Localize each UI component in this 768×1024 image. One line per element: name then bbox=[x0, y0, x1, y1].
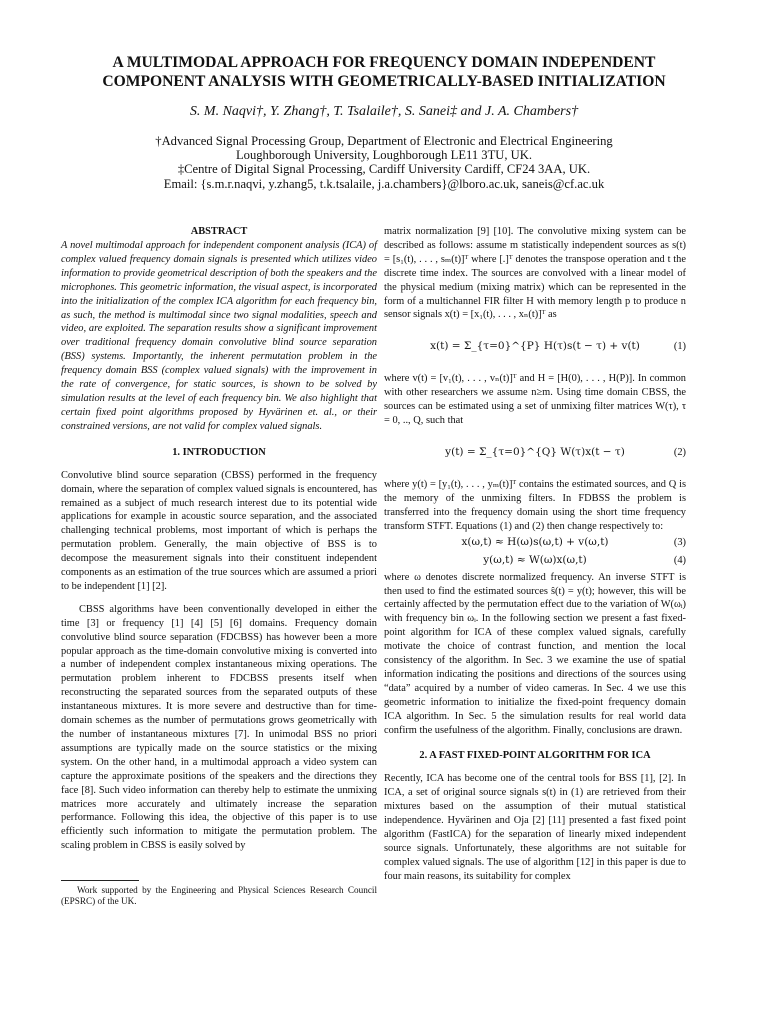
equation-1-expression: x(t) = Σ_{τ=0}^{P} H(τ)s(t − τ) + v(t) bbox=[430, 340, 640, 353]
equation-3-number: (3) bbox=[673, 537, 686, 549]
equation-2 bbox=[384, 434, 686, 472]
right-paragraph-2: where v(t) = [v₁(t), . . . , vₙ(t)]ᵀ and H = [H(0), . . . , H(P)]. In common with other researchers we assume n≥m. Using time domain CBSS, the sources can be estimated using a set of unmixing filter matrices W(τ), τ = 0, .., Q, such that bbox=[384, 373, 686, 427]
right-paragraph-3: where y(t) = [y₁(t), . . . , yₘ(t)]ᵀ contains the estimated sources, and Q is the memory of the unmixing filters. In FDBSS the problem is transferred into the frequency domain using the short time frequency transform STFT. Equations (1) and (2) then change respectively to: bbox=[384, 478, 686, 532]
affiliation-email: Email: {s.m.r.naqvi, y.zhang5, t.k.tsalaile, j.a.chambers}@lboro.ac.uk, saneis@cf.ac.uk bbox=[163, 176, 605, 191]
intro-paragraph-1: Convolutive blind source separation (CBSS) performed in the frequency domain, where the separation of complex valued signals is encountered, has remained as a subject of much research interest due to its potential wide applications for example in acoustic source separation, and the associated challenging technical problems, most important of which is perhaps the permutation problem. Generally, the main objective of BSS is to decompose the measurement signals into their constituent independent components as an estimation of the true sources which are assumed a priori to be independent [1] [2]. bbox=[61, 469, 377, 592]
equation-4-number: (4) bbox=[673, 555, 686, 567]
equation-1 bbox=[384, 328, 686, 366]
equation-3-expression: x(ω,t) ≈ H(ω)s(ω,t) + v(ω,t) bbox=[461, 536, 609, 549]
right-column bbox=[384, 225, 686, 884]
equation-2-number: (2) bbox=[673, 447, 686, 459]
title-line-2: COMPONENT ANALYSIS WITH GEOMETRICALLY-BASED INITIALIZATION bbox=[102, 73, 666, 90]
funding-footnote: Work supported by the Engineering and Physical Sciences Research Council (EPSRC) of the UK. bbox=[61, 885, 377, 907]
intro-paragraph-2: CBSS algorithms have been conventionally developed in either the time [3] or frequency [1] [4] [5] [6] domains. Frequency domain convolutive blind source separation (FDCBSS) has however been a more popular approach as the time-domain convolutive mixing is converted into a number of independent complex instantaneous mixing operations. The permutation problem inherent to FDCBSS presents itself when reconstructing the separated sources from the separated outputs of these instantaneous mixtures. It is more severe and destructive than for time-domain schemes as the number of permutations grows geometrically with the number of instantaneous mixtures [7]. In unimodal BSS no priori assumptions are typically made on the source statistics or the mixing system. On the other hand, in a multimodal approach a video system can capture the approximate positions of the speakers and the directions they face [8]. Such video information can thereby help to estimate the unmixing matrices more accurately and ultimately increase the separation performance. Following this idea, the objective of this paper is to use efficiently such information to mitigate the permutation problem. The scaling problem in CBSS is easily solved by bbox=[61, 603, 377, 852]
section-2-paragraph-1: Recently, ICA has become one of the central tools for BSS [1], [2]. In ICA, a set of original source signals s(t) in (1) are retrieved from their mixtures based on the assumption of their mutual statistical independence. Hyvärinen and Oja [2] [11] presented a fast fixed point algorithm (FastICA) for the separation of linearly mixed independent source signals. Unfortunately, these algorithms are not suitable for complex valued signals. The use of algorithm [12] in this paper is due to four main reasons, its suitability for complex bbox=[384, 773, 686, 882]
equation-4 bbox=[384, 553, 686, 570]
affiliation-line-3: ‡Centre of Digital Signal Processing, Cardiff University Cardiff, CF24 3AA, UK. bbox=[177, 162, 591, 177]
affiliations bbox=[40, 134, 728, 191]
affiliation-line-1: †Advanced Signal Processing Group, Department of Electronic and Electrical Engineering bbox=[155, 134, 613, 148]
left-column bbox=[61, 225, 377, 853]
footnote-rule bbox=[61, 880, 139, 881]
section-2-heading: 2. A FAST FIXED-POINT ALGORITHM FOR ICA bbox=[419, 750, 651, 762]
right-paragraph-1: matrix normalization [9] [10]. The convolutive mixing system can be described as follows: assume m statistically independent sources as s(t) = [s₁(t), . . . , sₘ(t)]ᵀ where [.]ᵀ denotes the transpose operation and t the discrete time index. The sources are convolved with a linear model of the physical medium (mixing matrix) which can be represented in the form of a multichannel FIR filter H with memory length p to produce n sensor signals x(t) = [x₁(t), . . . , xₙ(t)]ᵀ as bbox=[384, 226, 686, 321]
abstract-heading: ABSTRACT bbox=[190, 226, 248, 237]
equation-3 bbox=[384, 535, 686, 552]
section-1-heading: 1. INTRODUCTION bbox=[172, 446, 266, 458]
paper-title bbox=[40, 53, 728, 91]
right-paragraph-4: where ω denotes discrete normalized frequency. An inverse STFT is then used to find the estimated sources ŝ(t) = y(t); however, this will be certainly affected by the permutation effect due to the variation of W(ωᵢ) with frequency bin ωᵢ. In the following section we present a fast fixed-point algorithm for ICA of these complex valued signals, carefully motivate the choice of contrast function, and mention the local consistency of the algorithm. In Sec. 3 we examine the use of spatial information indicating the positions and directions of the sources using “data” acquired by a number of video cameras. In Sec. 4 we use this geometric information to initialize the fixed-point frequency domain ICA algorithm. In Sec. 5 the simulation results for real world data confirm the usefulness of the algorithm. Finally, conclusions are drawn. bbox=[384, 571, 686, 736]
abstract-text: A novel multimodal approach for independent component analysis (ICA) of complex valued frequency domain signals is presented which utilizes video information to provide geometrical description of both the speakers and the microphones. This geometric information, the visual aspect, is incorporated into the initialization of the complex ICA algorithm for each frequency bin, as such, the method is multimodal since two signal modalities, speech and video, are exploited. The separation results show a significant improvement over traditional frequency domain convolutive blind source separation (BSS) systems. Importantly, the inherent permutation problem in the frequency domain BSS (complex valued signals) with the improvement in the rate of convergence, for static sources, is shown to be solved by simulation results at the level of each frequency bin. We also highlight that certain fixed point algorithms proposed by Hyvärinen et. al., or their constrained versions, are not valid for complex valued signals. bbox=[61, 240, 377, 432]
author-list: S. M. Naqvi†, Y. Zhang†, T. Tsalaile†, S. Sanei‡ and J. A. Chambers† bbox=[189, 104, 579, 119]
title-line-1: A MULTIMODAL APPROACH FOR FREQUENCY DOMAIN INDEPENDENT bbox=[112, 54, 656, 71]
affiliation-line-2: Loughborough University, Loughborough LE11 3TU, UK. bbox=[235, 148, 533, 163]
equation-1-number: (1) bbox=[673, 341, 686, 353]
equation-4-expression: y(ω,t) ≈ W(ω)x(ω,t) bbox=[483, 554, 587, 567]
equation-2-expression: y(t) = Σ_{τ=0}^{Q} W(τ)x(t − τ) bbox=[445, 446, 625, 459]
